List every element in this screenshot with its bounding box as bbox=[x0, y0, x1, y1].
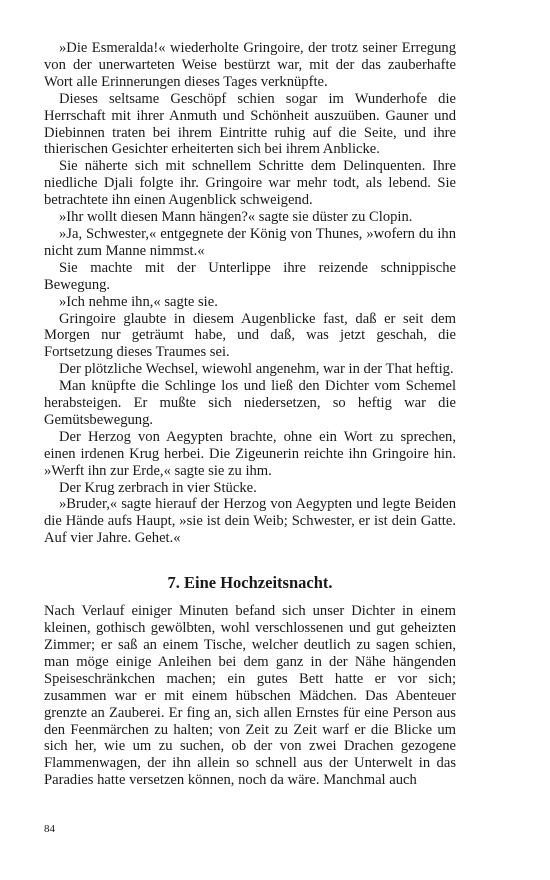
paragraph: »Ich nehme ihn,« sagte sie. bbox=[59, 293, 218, 310]
paragraph: Gringoire glaubte in diesem Augenblicke fast, daß er seit dem Morgen nur geträumt habe, und daß, was jetzt geschah, die Fortsetzung dieses Traumes sei. bbox=[44, 310, 456, 361]
paragraph: »Die Esmeralda!« wiederholte Gringoire, der trotz seiner Erregung von der unerwarteten Weise bestürzt war, mit der das zauberhafte Wort alle Erinnerungen dieses Tages verknüpfte. bbox=[44, 40, 456, 90]
paragraph: »Ihr wollt diesen Mann hängen?« sagte sie düster zu Clopin. bbox=[59, 209, 413, 226]
paragraph: Der Krug zerbrach in vier Stücke. bbox=[59, 479, 257, 496]
paragraph: Man knüpfte die Schlinge los und ließ den Dichter vom Schemel herabsteigen. Er mußte sich niedersetzen, so heftig war die Gemütsbewegung. bbox=[44, 378, 456, 428]
paragraph: »Bruder,« sagte hierauf der Herzog von Aegypten und legte Beiden die Hände aufs Haupt, »sie ist dein Weib; Schwester, er ist dein Gatte. Auf vier Jahre. Gehet.« bbox=[44, 496, 456, 547]
page-body bbox=[44, 40, 456, 789]
paragraph: Der plötzliche Wechsel, wiewohl angenehm, war in der That heftig. bbox=[59, 361, 454, 378]
paragraph: »Ja, Schwester,« entgegnete der König von Thunes, »wofern du ihn nicht zum Manne nimmst.« bbox=[44, 225, 456, 259]
paragraph: Sie näherte sich mit schnellem Schritte dem Delinquenten. Ihre niedliche Djali folgte ihr. Gringoire war mehr todt, als lebend. Sie betrachtete ihn einen Augenblick schweigend. bbox=[44, 158, 456, 209]
chapter-title: 7. Eine Hochzeitsnacht. bbox=[167, 573, 333, 593]
paragraph: Sie machte mit der Unterlippe ihre reizende schnippische Bewegung. bbox=[44, 259, 456, 293]
paragraph: Dieses seltsame Geschöpf schien sogar im Wunderhofe die Herrschaft mit ihrer Anmuth und Schönheit auszuüben. Gauner und Diebinnen traten bei ihrem Eintritte ruhig auf die Seite, und ihre thierischen Gesichter erheiterten sich bei ihrem Anblicke. bbox=[44, 90, 456, 158]
chapter-paragraph: Nach Verlauf einiger Minuten befand sich unser Dichter in einem kleinen, gothisch gewölbten, wohl verschlossenen und gut geheizten Zimmer; er saß an einem Tische, welcher deutlich zu sagen schien, man möge einige Anleihen bei dem ganz in der Nähe hängenden Speiseschränkchen machen; ein gutes Bett hatte er vor sich; zusammen war er mit einem hübschen Mädchen. Das Abenteuer grenzte an Zauberei. Er fing an, sich allen Ernstes für eine Person aus den Feenmärchen zu halten; von Zeit zu Zeit warf er die Blicke um sich her, wie um zu suchen, ob der von zwei Drachen gezogene Flammenwagen, der ihn allein so schnell aus der Unterwelt in das Paradies hatte versetzen können, noch da wäre. Manchmal auch bbox=[44, 603, 456, 789]
page-number: 84 bbox=[44, 823, 55, 835]
paragraph: Der Herzog von Aegypten brachte, ohne ein Wort zu sprechen, einen irdenen Krug herbei. Die Zigeunerin reichte ihn Gringoire hin. »Werft ihn zur Erde,« sagte sie zu ihm. bbox=[44, 428, 456, 479]
